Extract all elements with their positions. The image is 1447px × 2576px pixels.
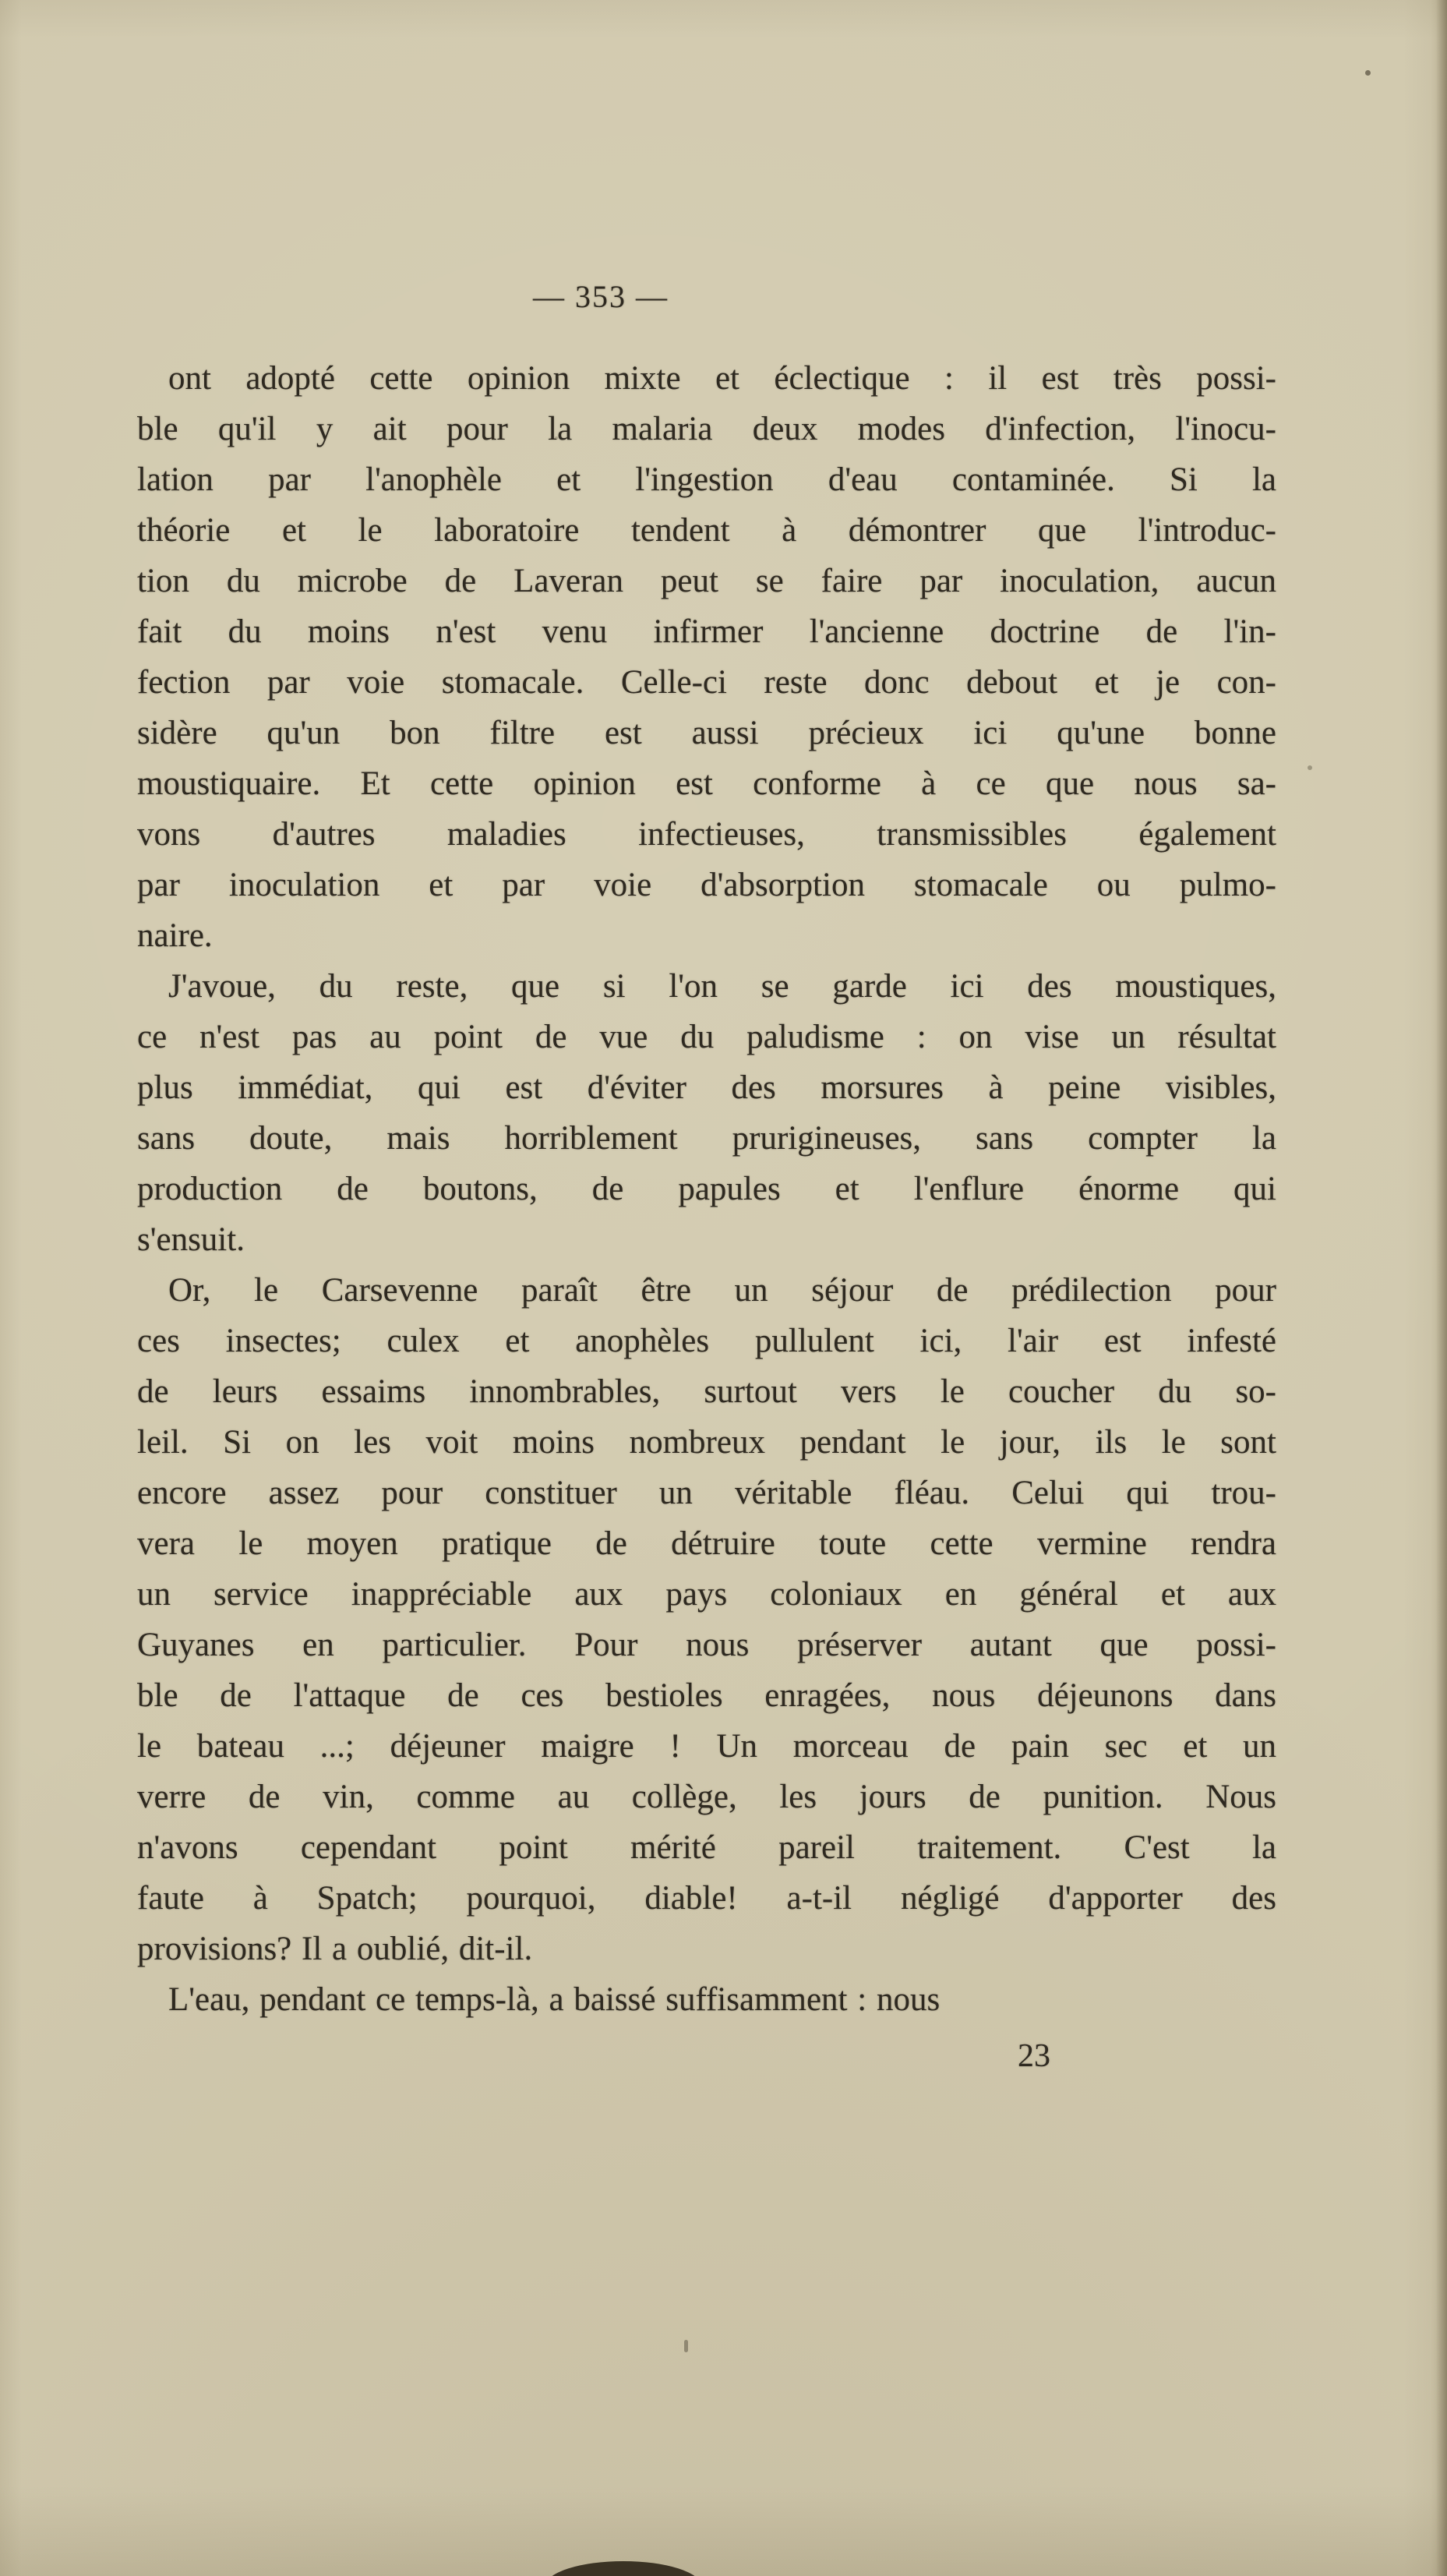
- header-page-number: — 353 —: [533, 279, 669, 314]
- text-line: moustiquaire. Et cette opinion est conforme à ce que nous sa-: [137, 765, 1276, 802]
- text-line: sidère qu'un bon filtre est aussi précieux ici qu'une bonne: [137, 715, 1276, 751]
- text-line: leil. Si on les voit moins nombreux pendant le jour, ils le sont: [137, 1424, 1276, 1461]
- text-column: [137, 271, 1276, 2082]
- text-line: tion du microbe de Laveran peut se faire par inoculation, aucun: [137, 563, 1276, 599]
- text-line: Or, le Carsevenne paraît être un séjour de prédilection pour: [168, 1272, 1276, 1309]
- text-line: vons d'autres maladies infectieuses, transmissibles également: [137, 816, 1276, 853]
- text-line: fection par voie stomacale. Celle-ci reste donc debout et je con-: [137, 664, 1276, 701]
- text-line: fait du moins n'est venu infirmer l'ancienne doctrine de l'in-: [137, 613, 1276, 650]
- text-line: encore assez pour constituer un véritable fléau. Celui qui trou-: [137, 1475, 1276, 1511]
- text-line: par inoculation et par voie d'absorption stomacale ou pulmo-: [137, 867, 1276, 903]
- text-block: [137, 353, 1276, 2025]
- text-line: de leurs essaims innombrables, surtout vers le coucher du so-: [137, 1373, 1276, 1410]
- paragraph: [137, 1974, 1276, 2025]
- text-line: ce n'est pas au point de vue du paludisme : on vise un résultat: [137, 1019, 1276, 1055]
- text-line: plus immédiat, qui est d'éviter des morsures à peine visibles,: [137, 1069, 1276, 1106]
- paper-speck: [555, 436, 558, 440]
- text-line: lation par l'anophèle et l'ingestion d'eau contaminée. Si la: [137, 461, 1276, 498]
- text-line: ces insectes; culex et anophèles pullulent ici, l'air est infesté: [137, 1323, 1276, 1359]
- text-line: ble qu'il y ait pour la malaria deux modes d'infection, l'inocu-: [137, 411, 1276, 447]
- paragraph: [137, 1265, 1276, 1974]
- text-line: s'ensuit.: [137, 1221, 245, 1258]
- text-line: verre de vin, comme au collège, les jours de punition. Nous: [137, 1779, 1276, 1815]
- text-line: ble de l'attaque de ces bestioles enragées, nous déjeunons dans: [137, 1677, 1276, 1714]
- text-line: théorie et le laboratoire tendent à démontrer que l'introduc-: [137, 512, 1276, 549]
- paragraph: [137, 961, 1276, 1265]
- footer-page-number: 23: [1018, 2038, 1050, 2074]
- paper-speck: [1365, 70, 1371, 76]
- paper-blotch: [545, 2561, 701, 2576]
- paper-speck: [1308, 765, 1312, 770]
- text-line: ont adopté cette opinion mixte et éclectique : il est très possi-: [168, 360, 1276, 397]
- text-line: production de boutons, de papules et l'enflure énorme qui: [137, 1171, 1276, 1207]
- text-line: vera le moyen pratique de détruire toute cette vermine rendra: [137, 1525, 1276, 1562]
- text-line: sans doute, mais horriblement prurigineuses, sans compter la: [137, 1120, 1276, 1157]
- text-line: n'avons cependant point mérité pareil traitement. C'est la: [137, 1829, 1276, 1866]
- paper-speck: [684, 2340, 688, 2352]
- text-line: faute à Spatch; pourquoi, diable! a-t-il négligé d'apporter des: [137, 1880, 1276, 1917]
- page-edge-shadow: [1436, 0, 1447, 2576]
- text-line: naire.: [137, 917, 213, 954]
- text-line: J'avoue, du reste, que si l'on se garde ici des moustiques,: [168, 968, 1276, 1005]
- text-line: le bateau ...; déjeuner maigre ! Un morceau de pain sec et un: [137, 1728, 1276, 1765]
- text-line: L'eau, pendant ce temps-là, a baissé suffisamment : nous: [168, 1981, 941, 2018]
- text-line: provisions? Il a oublié, dit-il.: [137, 1931, 533, 1967]
- text-line: un service inappréciable aux pays coloniaux en général et aux: [137, 1576, 1276, 1613]
- paragraph: [137, 353, 1276, 961]
- text-line: Guyanes en particulier. Pour nous préserver autant que possi-: [137, 1627, 1276, 1663]
